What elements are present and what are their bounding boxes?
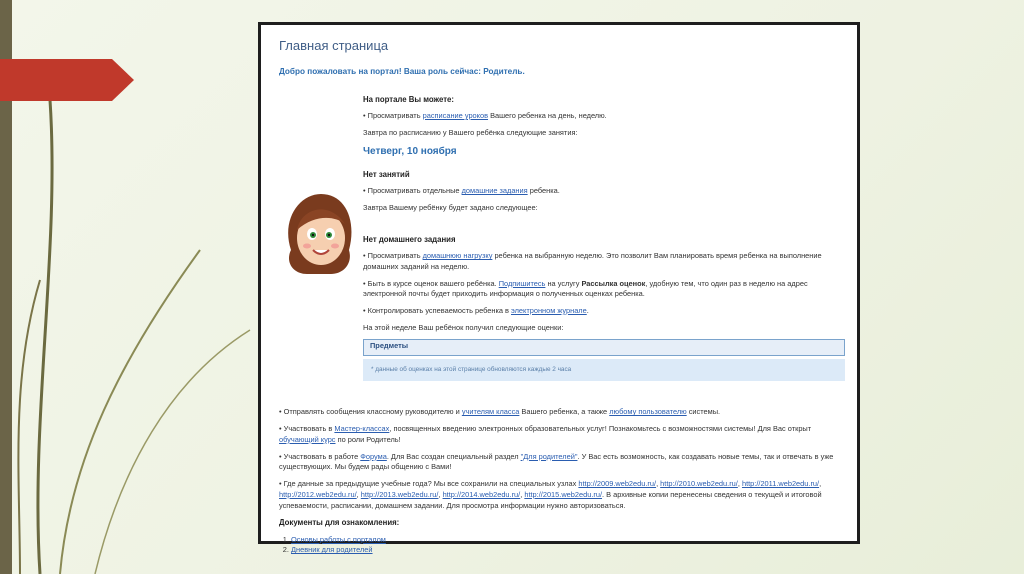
schedule-item [363,111,845,122]
parents-section-link[interactable]: "Для родителей" [520,451,578,461]
archive-link-2011[interactable]: http://2011.web2edu.ru/ [741,479,820,489]
load-text: • Просматривать [363,251,423,261]
list-item [291,545,845,556]
archive-link-2014[interactable]: http://2014.web2edu.ru/ [442,489,521,499]
schedule-text-end: Вашего ребенка на день, неделю. [488,111,607,121]
archive-link-2009[interactable]: http://2009.web2edu.ru/ [578,479,657,489]
welcome-message: Добро пожаловать на портал! Ваша роль сейчас: Родитель. [279,66,525,76]
homework-text: • Просматривать отдельные [363,186,462,196]
journal-link[interactable]: электронном журнале [511,306,587,315]
grades-sub-end: , удобную тем, что один раз в неделю на адрес электронной почты будет приходить информация о полученных оценках ребенка. [363,278,808,299]
grades-service-name: Рассылка оценок [581,278,646,288]
forum-end: . У Вас есть возможность, как создавать новые темы, так и отвечать в уже существующих. Мы будем рады общению с Вами! [279,451,834,472]
messages-mid: Вашего ребенка, а также [519,407,610,417]
journal-text-end: . [586,306,589,315]
no-lessons-label: Нет занятий [363,170,410,179]
forum-text: • Участвовать в работе [279,451,361,461]
archive-end: В архивные копии перенесены сведения о текущей и итоговой успеваемости, расписании, домашнем задании. Для просмотра информации нужно авторизоваться. [279,489,822,510]
journal-item [363,306,845,317]
schedule-text: • Просматривать [363,111,423,121]
page-title: Главная страница [279,38,389,53]
messages-end: системы. [686,407,721,417]
messages-item [279,407,845,418]
master-end: по роли Родитель! [335,434,401,444]
teachers-link[interactable]: учителям класса [461,407,520,417]
master-class-item [279,424,845,445]
grades-subscription-item [363,279,845,300]
schedule-link[interactable]: расписание уроков [422,111,489,121]
tomorrow-homework-text: Завтра Вашему ребёнку будет задано следующее: [363,203,538,213]
forum-link[interactable]: Форума [360,451,387,461]
no-homework-label: Нет домашнего задания [363,234,456,244]
load-link[interactable]: домашнюю нагрузку [422,251,493,261]
journal-text: • Контролировать успеваемость ребенка в [363,306,511,315]
more-features-section [279,407,845,556]
archive-link-2012[interactable]: http://2012.web2edu.ru/ [279,489,357,499]
homework-text-end: ребенка. [527,186,560,196]
master-mid: , посвященных введению электронных образовательных услуг! Познакомьтесь с возможностями системы! Для Вас открыт [389,424,812,434]
messages-text: • Отправлять сообщения классному руководителю и [279,407,462,417]
archive-item: • Где данные за предыдущие учебные года? Мы все сохранили на специальных узлах http://2009.web2edu.ru/, http://2010.web2edu.ru/, http://2011.web2edu.ru/, http://2012.web2edu.ru/, http://2013.web2edu.ru/, http://2014.web2edu.ru/, http://2015.web2edu.ru/. В архивные копии перенесены сведения о текущей и итоговой успеваемости, расписании, домашнем задании. Для просмотра информации нужно авторизоваться. [279,479,822,510]
grades-sub-text: • Быть в курсе оценок вашего ребёнка. [363,278,499,288]
load-text-end: ребенка на выбранную неделю. Это позволит Вам планировать время ребенка на выполнение домашних заданий на неделю. [363,251,822,271]
homework-item [363,186,845,197]
doc-link-basics[interactable]: Основы работы с порталом [291,534,386,544]
features-section [279,94,845,382]
red-arrow-banner [0,59,134,101]
avatar [279,190,359,276]
portal-page [279,37,845,556]
training-course-link[interactable]: обучающий курс [279,434,336,444]
load-item [363,251,845,272]
tomorrow-schedule-text: Завтра по расписанию у Вашего ребёнка следующие занятия: [363,127,578,137]
master-class-link[interactable]: Мастер-классах [334,424,390,434]
documents-heading: Документы для ознакомления: [279,518,400,528]
any-user-link[interactable]: любому пользователю [609,407,687,417]
documents-list [279,535,845,556]
forum-mid: . Для Вас создан специальный раздел [386,451,521,461]
subjects-table-header: Предметы [363,339,845,356]
list-item [291,535,845,546]
week-grades-text: На этой неделе Ваш ребёнок получил следующие оценки: [363,322,564,332]
screenshot-frame [258,22,860,555]
grades-sub-mid: на услугу [545,278,582,288]
master-text: • Участвовать в [279,424,335,434]
archive-text: • Где данные за предыдущие учебные года? Мы все сохранили на специальных узлах [279,479,579,489]
subscribe-link[interactable]: Подпишитесь [498,278,546,288]
archive-link-2015[interactable]: http://2015.web2edu.ru/ [524,489,603,499]
doc-link-diary[interactable]: Дневник для родителей [291,545,373,555]
archive-link-2013[interactable]: http://2013.web2edu.ru/ [360,489,439,499]
portal-can-heading: На портале Вы можете: [363,94,454,104]
forum-item [279,452,845,473]
schedule-date: Четверг, 10 ноября [363,145,457,157]
archive-link-2010[interactable]: http://2010.web2edu.ru/ [660,479,738,489]
homework-link[interactable]: домашние задания [461,186,528,196]
grades-note: * данные об оценках на этой странице обновляются каждые 2 часа [363,359,845,381]
